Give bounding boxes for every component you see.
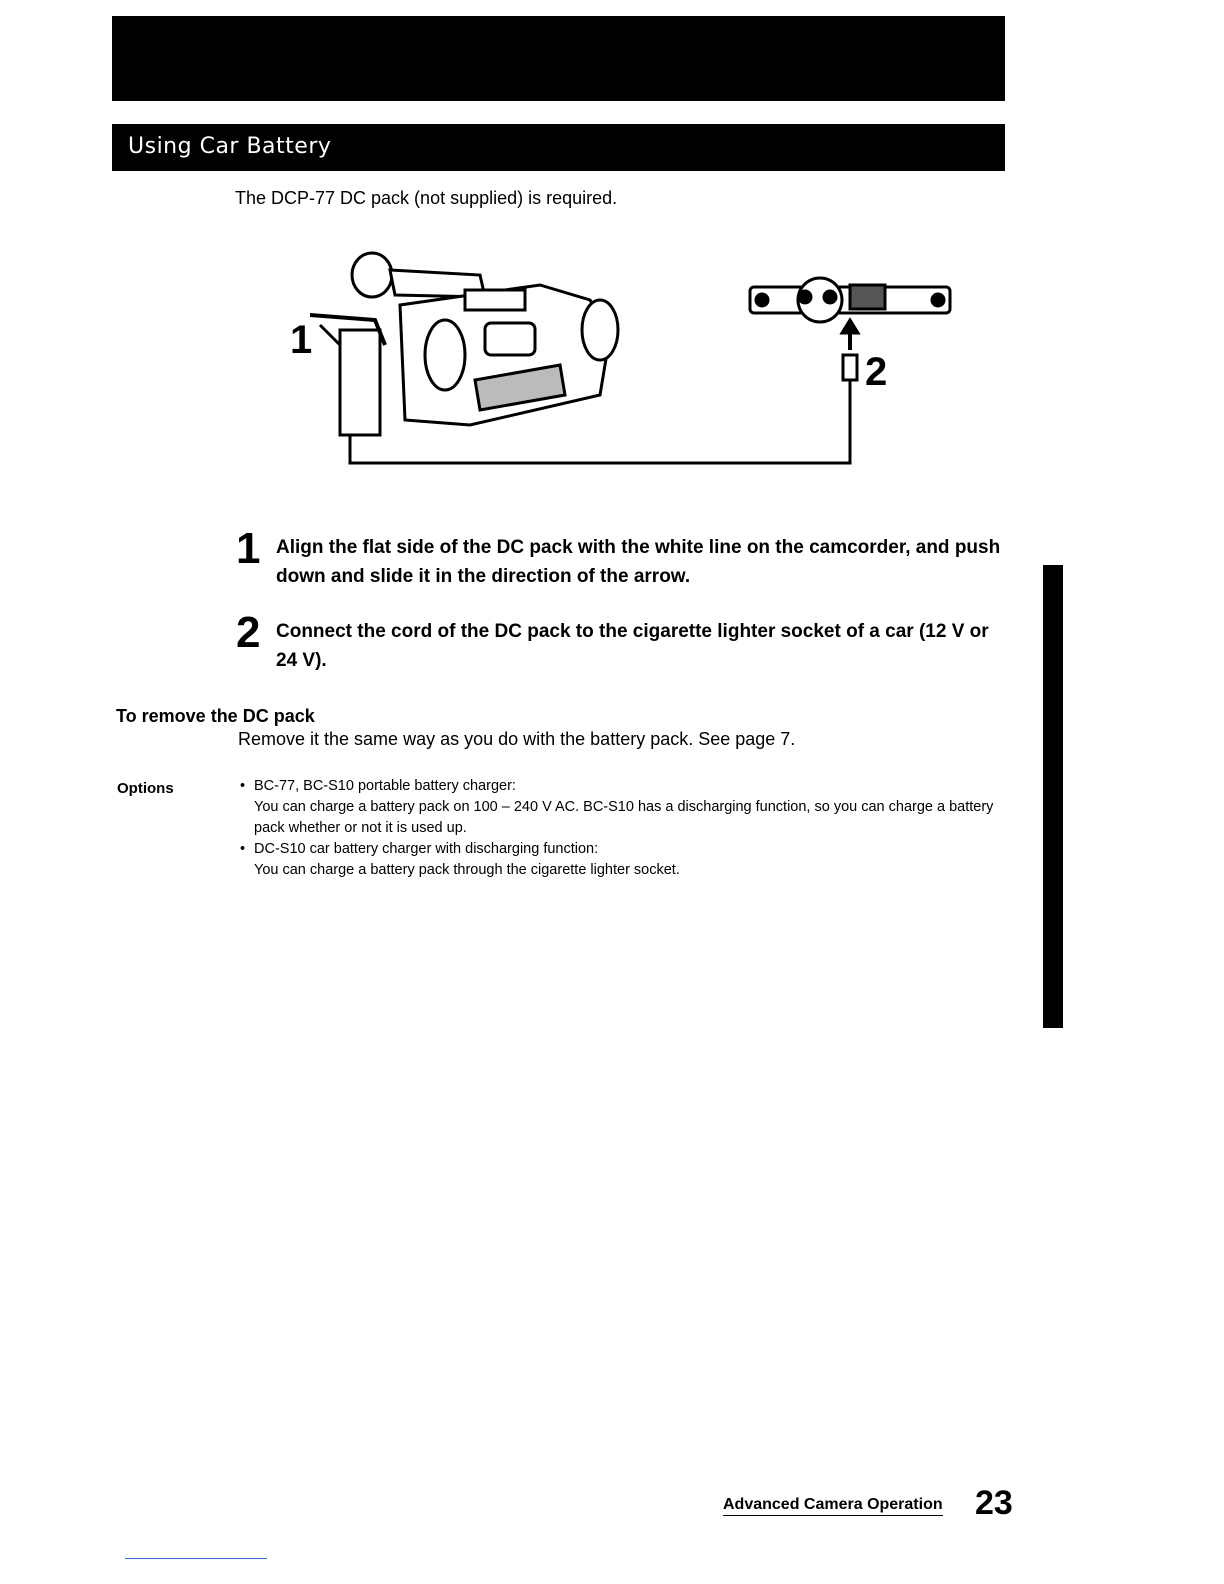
options-label: Options <box>117 780 174 797</box>
step-text: Connect the cord of the DC pack to the cigarette lighter socket of a car (12 V or 24 V). <box>276 621 989 671</box>
figure-label-1: 1 <box>290 318 313 362</box>
option-title: BC-77, BC-S10 portable battery charger: <box>254 778 516 794</box>
intro-text: The DCP-77 DC pack (not supplied) is required. <box>235 188 618 208</box>
remove-heading: To remove the DC pack <box>116 706 315 726</box>
option-title: DC-S10 car battery charger with discharging function: <box>254 841 599 857</box>
bullet: • <box>240 778 246 794</box>
header-bar <box>112 16 1005 101</box>
option-item <box>240 776 1010 839</box>
chapter-side-tab <box>1043 565 1063 1028</box>
remove-text: Remove it the same way as you do with the battery pack. See page 7. <box>238 729 796 749</box>
step-number: 1 <box>236 524 261 573</box>
figure-label-2: 2 <box>865 350 888 394</box>
scan-artifact-line <box>125 1558 267 1559</box>
page-number: 23 <box>975 1484 1013 1522</box>
option-item <box>240 839 1010 881</box>
option-text: You can charge a battery pack through the cigarette lighter socket. <box>254 862 680 878</box>
section-title: Using Car Battery <box>128 134 332 159</box>
camcorder-drawing <box>310 253 857 463</box>
footer-section-label: Advanced Camera Operation <box>723 1496 943 1516</box>
option-text: You can charge a battery pack on 100 – 240 V AC. BC-S10 has a discharging function, so you can charge a battery pack whether or not it is used up. <box>254 799 994 836</box>
bullet: • <box>240 841 246 857</box>
car-socket-drawing <box>750 278 950 350</box>
options-list <box>240 776 1010 881</box>
step-number: 2 <box>236 608 261 657</box>
dc-pack-illustration <box>290 245 970 480</box>
step-text: Align the flat side of the DC pack with the white line on the camcorder, and push down and slide it in the direction of the arrow. <box>276 537 1001 587</box>
section-title-bar <box>112 124 1005 171</box>
